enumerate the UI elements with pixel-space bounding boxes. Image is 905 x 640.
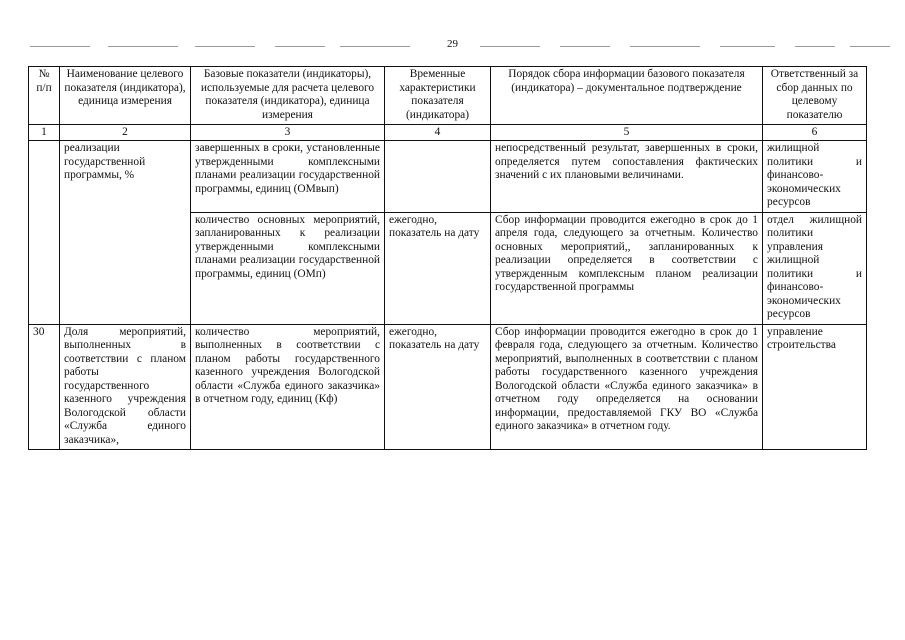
column-number: 3 bbox=[191, 125, 385, 141]
header-cell-resp: Ответственный за сбор данных по целевому показателю bbox=[763, 67, 867, 125]
header-rule bbox=[795, 46, 835, 47]
header-cell-num: № п/п bbox=[29, 67, 60, 125]
header-rule bbox=[720, 46, 775, 47]
responsible-cell: управление строительства bbox=[763, 324, 867, 450]
column-number-row bbox=[29, 125, 867, 141]
collection-method-cell: непосредственный результат, завершенных в сроки, определяется путем сопоставления фактических значений с их плановыми величинами. bbox=[491, 141, 763, 213]
column-number: 6 bbox=[763, 125, 867, 141]
base-indicator-cell: количество мероприятий, выполненных в соответствии с планом работы государственного казенного учреждения Вологодской области «Служба единого заказчика» в отчетном году, единиц (Кф) bbox=[191, 324, 385, 450]
table-row bbox=[29, 324, 867, 450]
header-cell-method: Порядок сбора информации базового показателя (индикатора) – документальное подтверждение bbox=[491, 67, 763, 125]
header-rule bbox=[195, 46, 255, 47]
column-number: 1 bbox=[29, 125, 60, 141]
row-number-cell: 30 bbox=[29, 324, 60, 450]
header-rule bbox=[850, 46, 890, 47]
header-rule bbox=[480, 46, 540, 47]
header-cell-base: Базовые показатели (индикаторы), используемые для расчета целевого показателя (индикатора), единица измерения bbox=[191, 67, 385, 125]
collection-method-cell: Сбор информации проводится ежегодно в срок до 1 апреля года, следующего за отчетным. Количество основных мероприятий,, запланированных к реализации определяется в соответствии с утвержденным комплексным планом реализации государственной программы bbox=[491, 212, 763, 324]
header-cell-name: Наименование целевого показателя (индикатора), единица измерения bbox=[60, 67, 191, 125]
time-characteristic-cell: ежегодно, показатель на дату bbox=[385, 324, 491, 450]
base-indicator-cell: завершенных в сроки, установленные утвержденными комплексными планами реализации государственной программы, единиц (ОМвып) bbox=[191, 141, 385, 213]
collection-method-cell: Сбор информации проводится ежегодно в срок до 1 февраля года, следующего за отчетным. Количество мероприятий, выполненных в соответствии с планом работы государственного казенного учреждения Вологодской области «Служба единого заказчика» в отчетном году определяется на основании информации, предоставляемой ГКУ ВО «Служба единого заказчика» в отчетном году. bbox=[491, 324, 763, 450]
header-cell-time: Временные характеристики показателя (индикатора) bbox=[385, 67, 491, 125]
header-rule bbox=[30, 46, 90, 47]
header-rule bbox=[340, 46, 410, 47]
header-rule bbox=[630, 46, 700, 47]
indicator-name-cell: реализации государственной программы, % bbox=[60, 141, 191, 325]
indicator-name-cell: Доля мероприятий, выполненных в соответствии с планом работы государственного казенного учреждения Вологодской области «Служба единого заказчика», bbox=[60, 324, 191, 450]
column-number: 5 bbox=[491, 125, 763, 141]
table-header-row bbox=[29, 67, 867, 125]
column-number: 4 bbox=[385, 125, 491, 141]
row-number-cell bbox=[29, 141, 60, 325]
header-rule bbox=[108, 46, 178, 47]
time-characteristic-cell bbox=[385, 141, 491, 213]
responsible-cell: отдел жилищной политики управления жилищной политики и финансово-экономических ресурсов bbox=[763, 212, 867, 324]
time-characteristic-cell: ежегодно, показатель на дату bbox=[385, 212, 491, 324]
header-rule bbox=[275, 46, 325, 47]
responsible-cell: жилищной политики и финансово-экономических ресурсов bbox=[763, 141, 867, 213]
indicator-table bbox=[28, 66, 867, 450]
page-number: 29 bbox=[447, 38, 458, 50]
base-indicator-cell: количество основных мероприятий, запланированных к реализации утвержденными комплексными планами реализации государственной программы, единиц (ОМп) bbox=[191, 212, 385, 324]
table-row bbox=[29, 141, 867, 213]
header-rule bbox=[560, 46, 610, 47]
column-number: 2 bbox=[60, 125, 191, 141]
